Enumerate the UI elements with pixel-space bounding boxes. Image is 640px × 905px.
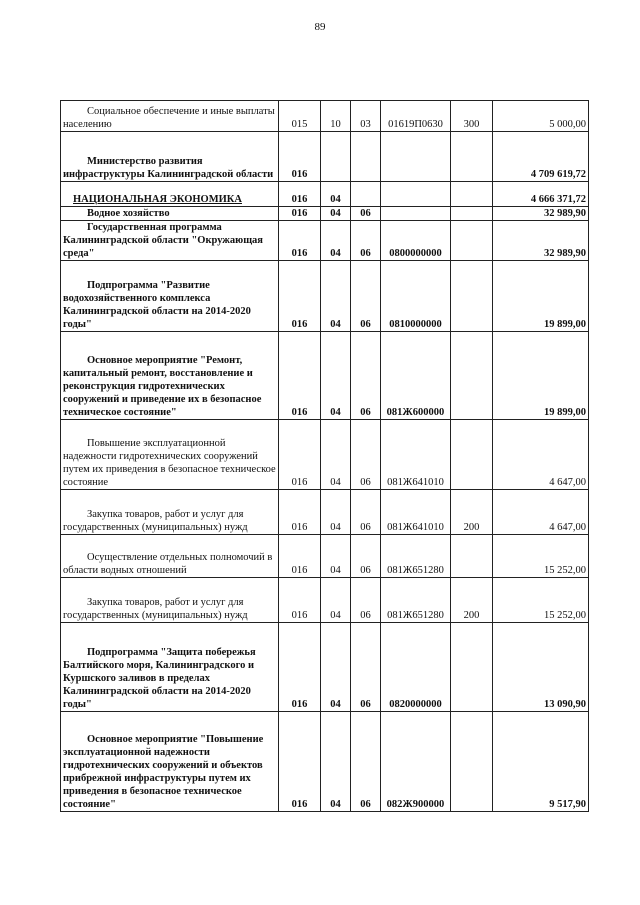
amount: 32 989,90	[493, 207, 589, 221]
expense-type	[451, 712, 493, 812]
subsection-code: 06	[351, 221, 381, 261]
expense-type: 200	[451, 490, 493, 535]
amount: 32 989,90	[493, 221, 589, 261]
subsection-code: 06	[351, 490, 381, 535]
subsection-code: 03	[351, 101, 381, 132]
table-row	[61, 578, 589, 623]
subsection-code: 06	[351, 578, 381, 623]
subsection-code: 06	[351, 207, 381, 221]
table-row	[61, 623, 589, 712]
ministry-code: 016	[279, 261, 321, 332]
row-name: НАЦИОНАЛЬНАЯ ЭКОНОМИКА	[61, 182, 279, 207]
ministry-code: 016	[279, 132, 321, 182]
subsection-code	[351, 182, 381, 207]
row-name: Подпрограмма "Защита побережья Балтийского моря, Калининградского и Куршского заливов в пределах Калининградской области на 2014-2020 годы"	[61, 623, 279, 712]
table-row	[61, 182, 589, 207]
target-article: 081Ж641010	[381, 420, 451, 490]
target-article: 081Ж600000	[381, 332, 451, 420]
table-row	[61, 712, 589, 812]
ministry-code: 016	[279, 490, 321, 535]
row-name: Закупка товаров, работ и услуг для государственных (муниципальных) нужд	[61, 578, 279, 623]
amount: 4 647,00	[493, 420, 589, 490]
expense-type	[451, 420, 493, 490]
table-row	[61, 261, 589, 332]
table-row	[61, 332, 589, 420]
expense-type	[451, 221, 493, 261]
row-name: Социальное обеспечение и иные выплаты населению	[61, 101, 279, 132]
section-code: 04	[321, 712, 351, 812]
target-article: 081Ж651280	[381, 535, 451, 578]
row-name: Повышение эксплуатационной надежности гидротехнических сооружений путем их приведения в безопасное техническое состояние	[61, 420, 279, 490]
target-article: 0820000000	[381, 623, 451, 712]
amount: 19 899,00	[493, 261, 589, 332]
target-article: 0810000000	[381, 261, 451, 332]
target-article	[381, 207, 451, 221]
expense-type	[451, 535, 493, 578]
section-code: 04	[321, 207, 351, 221]
amount: 19 899,00	[493, 332, 589, 420]
row-name: Закупка товаров, работ и услуг для государственных (муниципальных) нужд	[61, 490, 279, 535]
row-name: Государственная программа Калининградской области "Окружающая среда"	[61, 221, 279, 261]
ministry-code: 015	[279, 101, 321, 132]
subsection-code: 06	[351, 623, 381, 712]
ministry-code: 016	[279, 207, 321, 221]
expense-type: 200	[451, 578, 493, 623]
amount: 4 666 371,72	[493, 182, 589, 207]
amount: 9 517,90	[493, 712, 589, 812]
expense-type	[451, 207, 493, 221]
expense-type	[451, 132, 493, 182]
subsection-code: 06	[351, 535, 381, 578]
target-article: 01619П0630	[381, 101, 451, 132]
ministry-code: 016	[279, 623, 321, 712]
target-article	[381, 182, 451, 207]
row-name: Водное хозяйство	[61, 207, 279, 221]
amount: 15 252,00	[493, 535, 589, 578]
ministry-code: 016	[279, 420, 321, 490]
ministry-code: 016	[279, 182, 321, 207]
subsection-code: 06	[351, 332, 381, 420]
subsection-code: 06	[351, 420, 381, 490]
expense-type	[451, 623, 493, 712]
table-row	[61, 132, 589, 182]
table-row	[61, 101, 589, 132]
section-code: 04	[321, 332, 351, 420]
subsection-code: 06	[351, 712, 381, 812]
section-code: 04	[321, 221, 351, 261]
row-name: Осуществление отдельных полномочий в области водных отношений	[61, 535, 279, 578]
section-code: 04	[321, 535, 351, 578]
subsection-code	[351, 132, 381, 182]
target-article	[381, 132, 451, 182]
expense-type	[451, 332, 493, 420]
subsection-code: 06	[351, 261, 381, 332]
amount: 4 709 619,72	[493, 132, 589, 182]
section-code: 10	[321, 101, 351, 132]
section-code: 04	[321, 578, 351, 623]
section-code: 04	[321, 182, 351, 207]
target-article: 081Ж651280	[381, 578, 451, 623]
target-article: 081Ж641010	[381, 490, 451, 535]
amount: 15 252,00	[493, 578, 589, 623]
target-article: 082Ж900000	[381, 712, 451, 812]
section-code: 04	[321, 623, 351, 712]
page-number: 89	[314, 21, 326, 33]
ministry-code: 016	[279, 712, 321, 812]
ministry-code: 016	[279, 535, 321, 578]
table-row	[61, 490, 589, 535]
ministry-code: 016	[279, 578, 321, 623]
budget-table	[60, 100, 589, 812]
row-name: Основное мероприятие "Ремонт, капитальный ремонт, восстановление и реконструкция гидротехнических сооружений и приведение их в безопасное техническое состояние"	[61, 332, 279, 420]
amount: 13 090,90	[493, 623, 589, 712]
section-code: 04	[321, 261, 351, 332]
section-code: 04	[321, 490, 351, 535]
table-row	[61, 221, 589, 261]
row-name: Министерство развития инфраструктуры Калининградской области	[61, 132, 279, 182]
expense-type: 300	[451, 101, 493, 132]
ministry-code: 016	[279, 221, 321, 261]
section-code: 04	[321, 420, 351, 490]
table-row	[61, 420, 589, 490]
amount: 5 000,00	[493, 101, 589, 132]
target-article: 0800000000	[381, 221, 451, 261]
expense-type	[451, 261, 493, 332]
section-code	[321, 132, 351, 182]
table-row	[61, 207, 589, 221]
table-row	[61, 535, 589, 578]
row-name: Основное мероприятие "Повышение эксплуатационной надежности гидротехнических сооружений и объектов прибрежной инфраструктуры путем их приведения в безопасное техническое состояние"	[61, 712, 279, 812]
expense-type	[451, 182, 493, 207]
ministry-code: 016	[279, 332, 321, 420]
amount: 4 647,00	[493, 490, 589, 535]
row-name: Подпрограмма "Развитие водохозяйственного комплекса Калининградской области на 2014-2020 годы"	[61, 261, 279, 332]
